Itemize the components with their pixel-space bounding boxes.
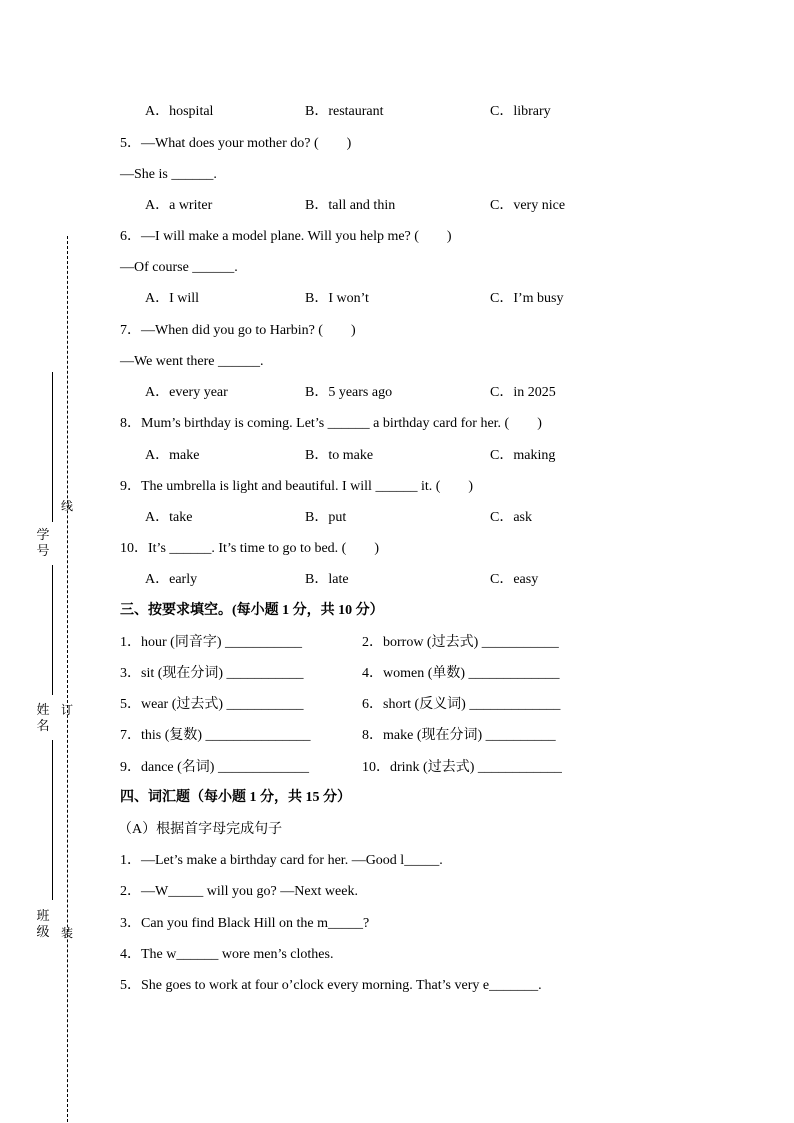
section3-item-4: 4．women (单数) _____________ bbox=[362, 666, 560, 681]
q6-option-c: C．I’m busy bbox=[490, 291, 564, 306]
binding-dashed-line bbox=[67, 236, 68, 1122]
q7-option-b: B．5 years ago bbox=[305, 385, 393, 400]
line-char-ding: 订 bbox=[60, 703, 73, 717]
q10-option-c: C．easy bbox=[490, 572, 539, 587]
name-blank-line bbox=[52, 740, 53, 900]
section3-item-1: 1．hour (同音字) ___________ bbox=[120, 635, 302, 650]
q5-option-c: C．very nice bbox=[490, 198, 566, 213]
q8-option-a: A．make bbox=[145, 448, 200, 463]
section3-item-3: 3．sit (现在分词) ___________ bbox=[120, 666, 304, 681]
q5-question: 5．—What does your mother do? ( ) bbox=[120, 136, 352, 151]
name-label: 姓名 bbox=[36, 702, 50, 733]
section3-item-8: 8．make (现在分词) __________ bbox=[362, 728, 556, 743]
section4-item-1: 1．—Let’s make a birthday card for her. —Good l_____. bbox=[120, 853, 443, 868]
q8-option-b: B．to make bbox=[305, 448, 374, 463]
q4-option-b: B．restaurant bbox=[305, 104, 384, 119]
section3-heading: 三、按要求填空。(每小题 1 分，共 10 分） bbox=[120, 603, 384, 618]
section3-item-5: 5．wear (过去式) ___________ bbox=[120, 697, 304, 712]
section4-item-4: 4．The w______ wore men’s clothes. bbox=[120, 947, 334, 962]
q10-option-b: B．late bbox=[305, 572, 349, 587]
q9-question: 9．The umbrella is light and beautiful. I will ______ it. ( ) bbox=[120, 479, 474, 494]
section4-heading: 四、词汇题（每小题 1 分，共 15 分） bbox=[120, 790, 351, 805]
student-id-blank-line-lower bbox=[52, 565, 53, 695]
q7-question: 7．—When did you go to Harbin? ( ) bbox=[120, 323, 356, 338]
section4-item-5: 5．She goes to work at four o’clock every morning. That’s very e_______. bbox=[120, 978, 542, 993]
line-char-xian: 线 bbox=[60, 499, 73, 513]
q10-question: 10．It’s ______. It’s time to go to bed. ( ) bbox=[120, 541, 379, 556]
student-id-label: 学号 bbox=[36, 527, 50, 558]
q5-answer: —She is ______. bbox=[120, 167, 217, 182]
section4-item-2: 2．—W_____ will you go? —Next week. bbox=[120, 884, 358, 899]
line-char-zhuang: 装 bbox=[60, 926, 73, 940]
q9-option-a: A．take bbox=[145, 510, 193, 525]
q4-option-a: A．hospital bbox=[145, 104, 214, 119]
student-id-blank-line bbox=[52, 372, 53, 522]
q8-question: 8．Mum’s birthday is coming. Let’s ______ a birthday card for her. ( ) bbox=[120, 416, 542, 431]
q6-answer: —Of course ______. bbox=[120, 260, 238, 275]
q5-option-a: A．a writer bbox=[145, 198, 213, 213]
q10-option-a: A．early bbox=[145, 572, 198, 587]
q7-option-c: C．in 2025 bbox=[490, 385, 556, 400]
section4-subheading-a: （A）根据首字母完成句子 bbox=[118, 822, 283, 837]
q6-option-a: A．I will bbox=[145, 291, 200, 306]
q6-option-b: B．I won’t bbox=[305, 291, 369, 306]
q9-option-c: C．ask bbox=[490, 510, 532, 525]
section3-item-10: 10．drink (过去式) ____________ bbox=[362, 760, 562, 775]
section3-item-7: 7．this (复数) _______________ bbox=[120, 728, 311, 743]
q5-option-b: B．tall and thin bbox=[305, 198, 396, 213]
q8-option-c: C．making bbox=[490, 448, 556, 463]
section3-item-9: 9．dance (名词) _____________ bbox=[120, 760, 309, 775]
q7-option-a: A．every year bbox=[145, 385, 228, 400]
section4-item-3: 3．Can you find Black Hill on the m_____? bbox=[120, 916, 370, 931]
q6-question: 6．—I will make a model plane. Will you help me? ( ) bbox=[120, 229, 452, 244]
class-label: 班级 bbox=[36, 908, 50, 939]
q9-option-b: B．put bbox=[305, 510, 347, 525]
q4-option-c: C．library bbox=[490, 104, 551, 119]
q7-answer: —We went there ______. bbox=[120, 354, 264, 369]
section3-item-6: 6．short (反义词) _____________ bbox=[362, 697, 561, 712]
section3-item-2: 2．borrow (过去式) ___________ bbox=[362, 635, 559, 650]
